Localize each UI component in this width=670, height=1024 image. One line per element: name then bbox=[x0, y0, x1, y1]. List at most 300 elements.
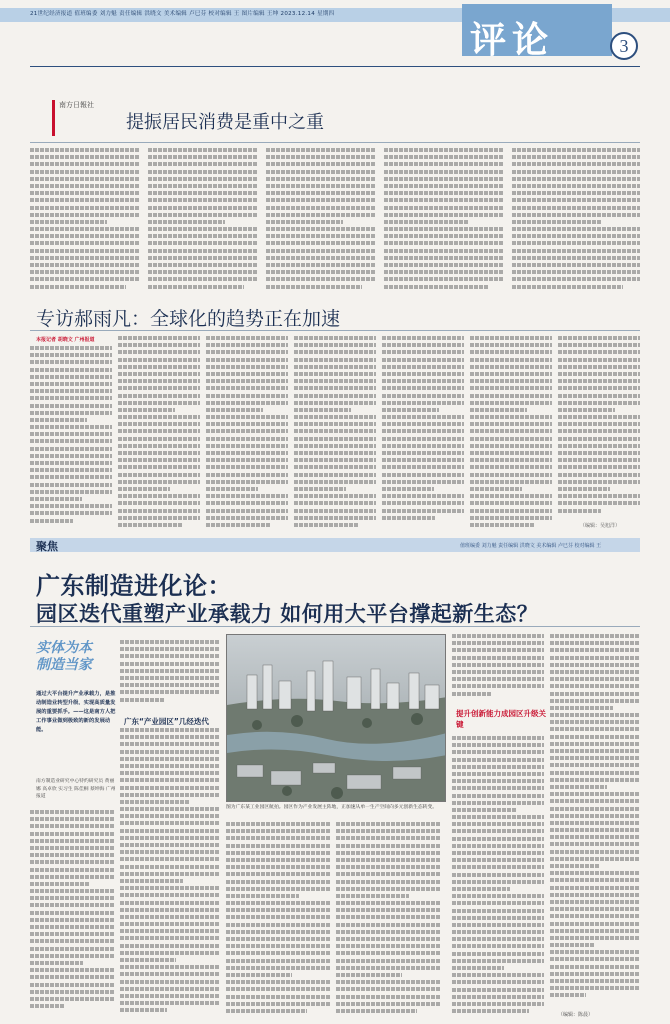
text-line bbox=[120, 958, 176, 962]
text-line bbox=[558, 501, 640, 505]
text-line bbox=[30, 277, 140, 281]
text-line bbox=[550, 735, 640, 739]
text-line bbox=[118, 422, 200, 426]
text-line bbox=[336, 880, 440, 884]
text-line bbox=[558, 473, 640, 477]
text-line bbox=[550, 850, 640, 854]
text-line bbox=[470, 379, 552, 383]
text-line bbox=[148, 241, 258, 245]
text-line bbox=[30, 468, 112, 472]
text-line bbox=[120, 965, 220, 969]
text-line bbox=[382, 394, 464, 398]
text-line bbox=[382, 429, 464, 433]
text-line bbox=[384, 256, 504, 260]
text-line bbox=[384, 285, 488, 289]
text-line bbox=[550, 699, 640, 703]
text-line bbox=[550, 677, 640, 681]
text-line bbox=[550, 641, 640, 645]
text-line bbox=[118, 372, 200, 376]
text-line bbox=[452, 901, 544, 905]
text-line bbox=[382, 350, 464, 354]
text-line bbox=[382, 386, 464, 390]
text-line bbox=[120, 786, 220, 790]
text-line bbox=[120, 793, 220, 797]
text-line bbox=[120, 987, 220, 991]
text-line bbox=[470, 437, 552, 441]
text-line bbox=[382, 516, 435, 520]
text-line bbox=[336, 973, 402, 977]
text-line bbox=[266, 234, 376, 238]
focus-section-label: 聚焦 bbox=[36, 540, 58, 553]
text-line bbox=[118, 401, 200, 405]
text-line bbox=[148, 177, 258, 181]
text-line bbox=[226, 872, 330, 876]
text-line bbox=[382, 379, 464, 383]
text-line bbox=[30, 263, 140, 267]
text-line bbox=[470, 523, 534, 527]
text-line bbox=[294, 516, 376, 520]
text-line bbox=[384, 249, 504, 253]
text-line bbox=[382, 444, 464, 448]
feature-column-5 bbox=[550, 634, 640, 1006]
text-line bbox=[30, 191, 140, 195]
text-line bbox=[294, 487, 346, 491]
text-line bbox=[120, 814, 220, 818]
text-line bbox=[30, 511, 112, 515]
text-line bbox=[452, 1009, 529, 1013]
text-line bbox=[452, 966, 504, 970]
feature-editor: （编辑：陈晨） bbox=[558, 1012, 594, 1018]
text-line bbox=[550, 799, 640, 803]
text-line bbox=[120, 922, 220, 926]
text-line bbox=[266, 213, 376, 217]
text-line bbox=[558, 444, 640, 448]
text-line bbox=[30, 404, 112, 408]
text-line bbox=[226, 1009, 307, 1013]
text-line bbox=[382, 365, 464, 369]
text-line bbox=[550, 814, 640, 818]
section-title: 评论 bbox=[470, 19, 555, 61]
text-line bbox=[336, 959, 440, 963]
text-line bbox=[120, 669, 220, 673]
text-line bbox=[30, 461, 112, 465]
text-line bbox=[470, 350, 552, 354]
text-line bbox=[120, 764, 220, 768]
text-line bbox=[558, 494, 640, 498]
text-line bbox=[452, 684, 544, 688]
text-line bbox=[336, 944, 440, 948]
text-line bbox=[226, 930, 330, 934]
text-line bbox=[452, 736, 544, 740]
text-line bbox=[452, 837, 544, 841]
text-line bbox=[558, 401, 640, 405]
text-line bbox=[30, 382, 112, 386]
text-line bbox=[30, 353, 112, 357]
text-line bbox=[382, 480, 464, 484]
text-line bbox=[120, 872, 220, 876]
text-line bbox=[226, 951, 330, 955]
text-line bbox=[452, 923, 544, 927]
text-line bbox=[226, 995, 330, 999]
text-line bbox=[30, 425, 112, 429]
text-line bbox=[550, 922, 640, 926]
text-line bbox=[512, 198, 640, 202]
text-line bbox=[226, 915, 330, 919]
text-line bbox=[30, 868, 114, 872]
text-line bbox=[118, 465, 200, 469]
text-line bbox=[550, 771, 640, 775]
text-line bbox=[148, 256, 258, 260]
text-line bbox=[550, 936, 640, 940]
text-line bbox=[452, 656, 544, 660]
text-line bbox=[30, 490, 112, 494]
text-line bbox=[512, 256, 640, 260]
text-line bbox=[120, 757, 220, 761]
text-line bbox=[120, 936, 220, 940]
text-line bbox=[550, 727, 640, 731]
text-line bbox=[382, 487, 434, 491]
text-line bbox=[470, 422, 552, 426]
text-line bbox=[118, 379, 200, 383]
text-line bbox=[336, 829, 440, 833]
text-line bbox=[336, 908, 440, 912]
text-line bbox=[30, 389, 112, 393]
text-line bbox=[206, 473, 288, 477]
text-line bbox=[550, 828, 640, 832]
text-line bbox=[294, 343, 376, 347]
article1-column-3 bbox=[266, 148, 376, 298]
page-number: 3 bbox=[610, 32, 638, 60]
text-line bbox=[452, 858, 544, 862]
article1-column-2 bbox=[148, 148, 258, 298]
text-line bbox=[120, 690, 220, 694]
text-line bbox=[294, 394, 376, 398]
text-line bbox=[452, 851, 544, 855]
text-line bbox=[452, 844, 544, 848]
text-line bbox=[558, 394, 640, 398]
text-line bbox=[294, 415, 376, 419]
text-line bbox=[120, 836, 220, 840]
focus-section-meta: 值班编委 刘力魁 责任编辑 洪晓文 美术编辑 卢巳芬 校对编辑 王 bbox=[460, 543, 602, 549]
text-line bbox=[470, 394, 552, 398]
text-line bbox=[118, 408, 175, 412]
text-line bbox=[30, 504, 112, 508]
text-line bbox=[30, 220, 107, 224]
text-line bbox=[226, 901, 330, 905]
text-line bbox=[148, 170, 258, 174]
text-line bbox=[294, 523, 358, 527]
feature-rule bbox=[30, 626, 640, 627]
text-line bbox=[118, 350, 200, 354]
text-line bbox=[384, 177, 504, 181]
text-line bbox=[206, 487, 258, 491]
text-line bbox=[452, 916, 544, 920]
text-line bbox=[120, 901, 220, 905]
text-line bbox=[470, 386, 552, 390]
text-line bbox=[120, 807, 220, 811]
text-line bbox=[336, 887, 440, 891]
text-line bbox=[512, 206, 640, 210]
text-line bbox=[550, 713, 640, 717]
text-line bbox=[118, 458, 200, 462]
text-line bbox=[118, 394, 200, 398]
text-line bbox=[452, 980, 544, 984]
text-line bbox=[550, 943, 594, 947]
text-line bbox=[266, 148, 376, 152]
text-line bbox=[550, 821, 640, 825]
text-line bbox=[558, 372, 640, 376]
text-line bbox=[266, 285, 362, 289]
text-line bbox=[558, 379, 640, 383]
text-line bbox=[512, 177, 640, 181]
text-line bbox=[30, 947, 114, 951]
text-line bbox=[30, 990, 114, 994]
text-line bbox=[148, 277, 258, 281]
text-line bbox=[336, 987, 440, 991]
text-line bbox=[384, 213, 504, 217]
text-line bbox=[118, 437, 200, 441]
text-line bbox=[30, 234, 140, 238]
text-line bbox=[470, 401, 552, 405]
text-line bbox=[512, 170, 640, 174]
text-line bbox=[120, 886, 220, 890]
text-line bbox=[294, 350, 376, 354]
text-line bbox=[558, 509, 601, 513]
text-line bbox=[120, 829, 220, 833]
text-line bbox=[120, 908, 220, 912]
text-line bbox=[452, 995, 544, 999]
aerial-photo-image bbox=[227, 635, 446, 802]
text-line bbox=[120, 929, 220, 933]
text-line bbox=[226, 973, 292, 977]
text-line bbox=[266, 263, 376, 267]
text-line bbox=[206, 509, 288, 513]
text-line bbox=[30, 177, 140, 181]
article2-column-1 bbox=[30, 346, 112, 532]
text-line bbox=[30, 882, 89, 886]
text-line bbox=[294, 494, 376, 498]
text-line bbox=[206, 350, 288, 354]
article1-rule bbox=[30, 142, 640, 143]
text-line bbox=[120, 662, 220, 666]
feature-headline-line1: 广东制造进化论： bbox=[36, 572, 232, 600]
text-line bbox=[550, 986, 640, 990]
text-line bbox=[452, 692, 492, 696]
text-line bbox=[550, 742, 640, 746]
article2-column-3 bbox=[206, 336, 288, 532]
text-line bbox=[558, 429, 640, 433]
text-line bbox=[336, 937, 440, 941]
text-line bbox=[558, 487, 610, 491]
text-line bbox=[512, 234, 640, 238]
text-line bbox=[558, 386, 640, 390]
text-line bbox=[226, 880, 330, 884]
text-line bbox=[266, 227, 376, 231]
text-line bbox=[512, 277, 640, 281]
text-line bbox=[470, 408, 527, 412]
text-line bbox=[30, 846, 114, 850]
text-line bbox=[206, 408, 263, 412]
text-line bbox=[30, 832, 114, 836]
article2-editor: （编辑：吴旭洋） bbox=[580, 523, 621, 529]
text-line bbox=[206, 343, 288, 347]
text-line bbox=[30, 1004, 64, 1008]
text-line bbox=[206, 365, 288, 369]
text-line bbox=[30, 925, 114, 929]
text-line bbox=[30, 375, 112, 379]
text-line bbox=[382, 458, 464, 462]
text-line bbox=[550, 886, 640, 890]
text-line bbox=[384, 162, 504, 166]
text-line bbox=[294, 429, 376, 433]
text-line bbox=[550, 929, 640, 933]
text-line bbox=[550, 950, 640, 954]
text-line bbox=[294, 480, 376, 484]
text-line bbox=[470, 473, 552, 477]
text-line bbox=[30, 824, 114, 828]
text-line bbox=[382, 336, 464, 340]
text-line bbox=[550, 900, 640, 904]
text-line bbox=[452, 865, 544, 869]
text-line bbox=[384, 227, 504, 231]
text-line bbox=[120, 735, 220, 739]
text-line bbox=[148, 148, 258, 152]
text-line bbox=[266, 241, 376, 245]
text-line bbox=[382, 473, 464, 477]
text-line bbox=[452, 815, 544, 819]
text-line bbox=[382, 415, 464, 419]
text-line bbox=[550, 857, 640, 861]
text-line bbox=[294, 451, 376, 455]
text-line bbox=[206, 494, 288, 498]
text-line bbox=[550, 706, 613, 710]
text-line bbox=[384, 220, 468, 224]
text-line bbox=[30, 396, 112, 400]
text-line bbox=[384, 206, 504, 210]
text-line bbox=[452, 786, 544, 790]
text-line bbox=[266, 198, 376, 202]
text-line bbox=[470, 465, 552, 469]
text-line bbox=[558, 465, 640, 469]
text-line bbox=[382, 343, 464, 347]
text-line bbox=[266, 162, 376, 166]
text-line bbox=[550, 792, 640, 796]
text-line bbox=[470, 516, 552, 520]
text-line bbox=[452, 822, 544, 826]
feature-headline-line2: 园区迭代重塑产业承载力 如何用大平台撑起新生态？ bbox=[36, 602, 539, 626]
text-line bbox=[30, 839, 114, 843]
text-line bbox=[336, 901, 440, 905]
text-line bbox=[118, 501, 200, 505]
text-line bbox=[206, 394, 288, 398]
text-line bbox=[120, 821, 220, 825]
text-line bbox=[30, 954, 114, 958]
text-line bbox=[336, 980, 440, 984]
feature-column-0 bbox=[30, 810, 114, 1018]
text-line bbox=[118, 473, 200, 477]
text-line bbox=[226, 987, 330, 991]
feature-column-1b bbox=[120, 728, 220, 1018]
text-line bbox=[118, 365, 200, 369]
text-line bbox=[382, 451, 464, 455]
feature-column-3 bbox=[336, 822, 440, 1018]
text-line bbox=[118, 509, 200, 513]
text-line bbox=[30, 241, 140, 245]
text-line bbox=[512, 162, 640, 166]
feature-column-4a bbox=[452, 634, 544, 704]
text-line bbox=[226, 959, 330, 963]
text-line bbox=[30, 155, 140, 159]
text-line bbox=[226, 944, 330, 948]
text-line bbox=[206, 480, 288, 484]
text-line bbox=[558, 422, 640, 426]
feature-series-tag bbox=[36, 640, 114, 678]
text-line bbox=[382, 501, 464, 505]
text-line bbox=[294, 444, 376, 448]
text-line bbox=[120, 893, 220, 897]
text-line bbox=[120, 683, 220, 687]
text-line bbox=[512, 270, 640, 274]
text-line bbox=[30, 368, 112, 372]
text-line bbox=[30, 432, 112, 436]
text-line bbox=[120, 972, 220, 976]
text-line bbox=[266, 206, 376, 210]
text-line bbox=[336, 865, 440, 869]
article1-column-1 bbox=[30, 148, 140, 298]
text-line bbox=[30, 860, 114, 864]
text-line bbox=[30, 918, 114, 922]
text-line bbox=[550, 692, 640, 696]
text-line bbox=[452, 677, 544, 681]
photo-caption: 图为广东某工业园区航拍。园区作为产业发展主阵地，正加速从单一生产空间向多元创新生态转变。 bbox=[226, 805, 438, 810]
text-line bbox=[226, 865, 330, 869]
industrial-park-photo bbox=[226, 634, 446, 802]
text-line bbox=[206, 523, 270, 527]
text-line bbox=[206, 372, 288, 376]
text-line bbox=[512, 148, 640, 152]
text-line bbox=[294, 501, 376, 505]
text-line bbox=[558, 458, 640, 462]
text-line bbox=[226, 844, 330, 848]
text-line bbox=[470, 358, 552, 362]
article2-column-6 bbox=[470, 336, 552, 532]
feature-subhead-2: 提升创新能力成园区升级关键 bbox=[456, 709, 546, 729]
text-line bbox=[120, 640, 220, 644]
text-line bbox=[470, 336, 552, 340]
text-line bbox=[336, 1002, 440, 1006]
text-line bbox=[384, 234, 504, 238]
article1-column-5 bbox=[512, 148, 640, 298]
text-line bbox=[470, 451, 552, 455]
text-line bbox=[206, 401, 288, 405]
text-line bbox=[384, 277, 504, 281]
text-line bbox=[226, 937, 330, 941]
text-line bbox=[30, 939, 114, 943]
text-line bbox=[120, 1001, 220, 1005]
text-line bbox=[120, 944, 220, 948]
text-line bbox=[30, 411, 112, 415]
text-line bbox=[206, 336, 288, 340]
text-line bbox=[382, 401, 464, 405]
text-line bbox=[452, 909, 544, 913]
text-line bbox=[294, 465, 376, 469]
text-line bbox=[382, 437, 464, 441]
text-line bbox=[266, 191, 376, 195]
text-line bbox=[30, 853, 114, 857]
text-line bbox=[30, 975, 114, 979]
text-line bbox=[382, 465, 464, 469]
text-line bbox=[470, 372, 552, 376]
